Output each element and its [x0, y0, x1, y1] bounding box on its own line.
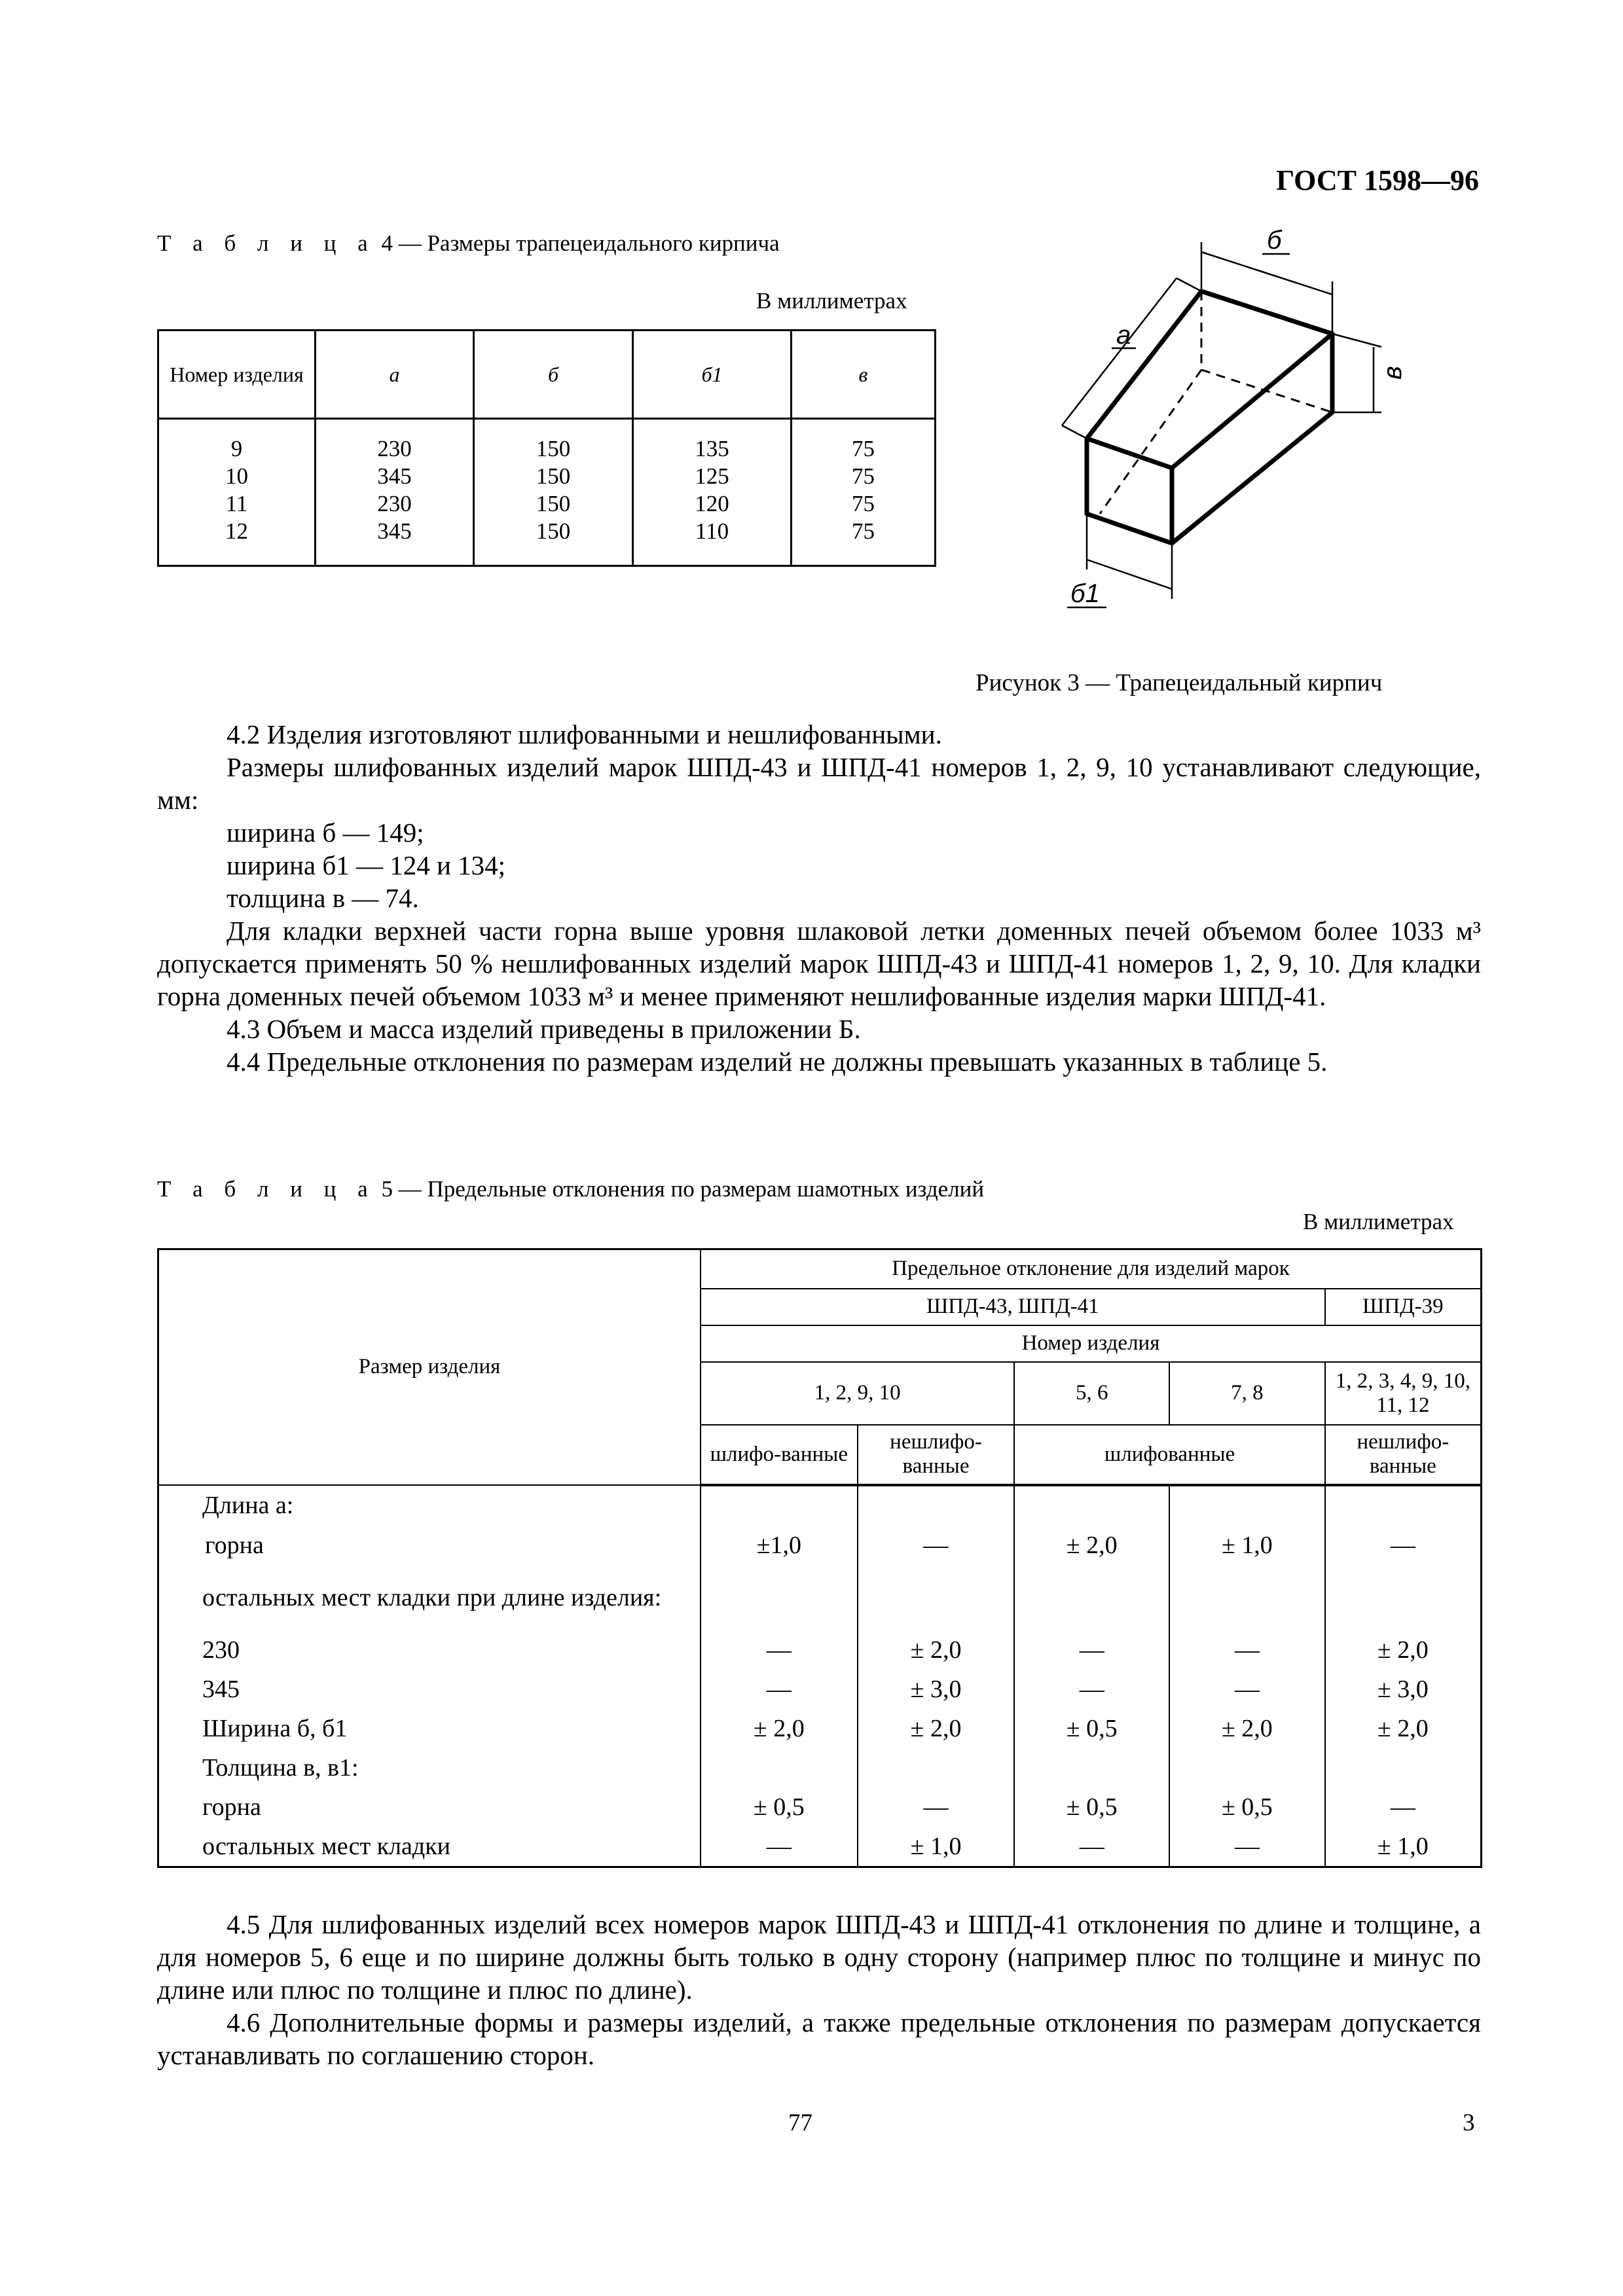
- table-row: [158, 1485, 1482, 1526]
- table-cell: [701, 1748, 858, 1787]
- table-cell: ± 0,5: [1169, 1787, 1325, 1827]
- table-cell: 120: [695, 491, 729, 516]
- table-cell: [1014, 1565, 1169, 1630]
- section-4b-text: [157, 1908, 1481, 2072]
- table-cell: ± 0,5: [701, 1787, 858, 1827]
- page-number-right: 3: [1463, 2109, 1475, 2136]
- table-cell: 75: [852, 463, 875, 489]
- table4-header-number: Номер изделия: [158, 331, 316, 419]
- table-cell: [1325, 1485, 1482, 1526]
- table5-header-brand2: ШПД-39: [1325, 1289, 1482, 1325]
- table-cell: ± 2,0: [1169, 1709, 1325, 1748]
- table-cell: ± 1,0: [1325, 1827, 1482, 1867]
- table-cell: [1014, 1485, 1169, 1526]
- table5-title-text: 5 — Предельные отклонения по размерам шамотных изделий: [381, 1176, 985, 1202]
- table-cell: 150: [536, 463, 571, 489]
- table-row: [158, 1249, 1482, 1289]
- table5-header-n2: 5, 6: [1014, 1362, 1169, 1425]
- table-cell: 75: [852, 518, 875, 544]
- table-cell: —: [1169, 1630, 1325, 1670]
- table5-header-unground: нешлифо-ванные: [858, 1425, 1015, 1485]
- width-b-line: ширина б — 149;: [227, 817, 424, 848]
- table-cell: 345: [377, 463, 412, 489]
- table5-header-n4: 1, 2, 3, 4, 9, 10, 11, 12: [1325, 1362, 1482, 1425]
- table-cell: ± 3,0: [1325, 1670, 1482, 1709]
- table4-title: [157, 230, 780, 257]
- table-row: [158, 1630, 1482, 1670]
- table-cell: —: [701, 1630, 858, 1670]
- table4-col-b1: [633, 419, 792, 566]
- table4-col-b: [474, 419, 633, 566]
- table-cell: ± 1,0: [1169, 1526, 1325, 1565]
- paragraph-4-2: 4.2 Изделия изготовляют шлифованными и нешлифованными.: [227, 719, 942, 749]
- trapezoidal-brick-figure: [1002, 216, 1447, 622]
- thickness-line: толщина в — 74.: [227, 883, 419, 913]
- table5-header-n1: 1, 2, 9, 10: [701, 1362, 1014, 1425]
- table-cell: [1169, 1748, 1325, 1787]
- table-cell: [858, 1748, 1015, 1787]
- table4-unit: В миллиметрах: [756, 288, 907, 314]
- table-cell: 75: [852, 491, 875, 516]
- table-cell: ± 1,0: [858, 1827, 1015, 1867]
- table-cell: 75: [852, 436, 875, 461]
- document-code: ГОСТ 1598—96: [1276, 164, 1479, 196]
- table-cell: 135: [695, 436, 729, 461]
- table-cell: 150: [536, 518, 571, 544]
- table-cell: 9: [230, 436, 243, 461]
- table5-header-unground2: нешлифо-ванные: [1325, 1425, 1482, 1485]
- table-cell: [701, 1565, 858, 1630]
- table-cell: —: [858, 1787, 1015, 1827]
- table-cell: —: [1014, 1630, 1169, 1670]
- section-4-text: [157, 718, 1481, 1078]
- row-label: остальных мест кладки: [158, 1827, 701, 1867]
- table4-header-row: [158, 331, 936, 419]
- table-cell: ± 2,0: [858, 1630, 1015, 1670]
- table-cell: ± 0,5: [1014, 1787, 1169, 1827]
- table-cell: 150: [536, 491, 571, 516]
- table4-title-prefix: Т а б л и ц а: [157, 230, 376, 256]
- label-b1: б1: [1070, 579, 1100, 608]
- table5-header-ground: шлифо-ванные: [701, 1425, 858, 1485]
- table-cell: —: [1169, 1670, 1325, 1709]
- paragraph-sizes: Размеры шлифованных изделий марок ШПД-43 и ШПД-41 номеров 1, 2, 9, 10 устанавливают следующие, мм:: [157, 752, 1481, 815]
- table-cell: ± 2,0: [1014, 1526, 1169, 1565]
- table-cell: 12: [225, 518, 248, 544]
- table-cell: —: [858, 1526, 1015, 1565]
- row-label: Ширина б, б1: [158, 1709, 701, 1748]
- row-label: остальных мест кладки при длине изделия:: [158, 1565, 701, 1630]
- table-cell: [1325, 1565, 1482, 1630]
- table5-header-number: Номер изделия: [701, 1325, 1482, 1362]
- table-cell: —: [1169, 1827, 1325, 1867]
- table4-data-row: [158, 419, 936, 566]
- table4-col-a: [316, 419, 474, 566]
- table-cell: —: [701, 1670, 858, 1709]
- paragraph-masonry: Для кладки верхней части горна выше уровня шлаковой летки доменных печей объемом более 1033 м³ допускается применять 50 % нешлифованных изделий марок ШПД-43 и ШПД-41 номеров 1, 2, 9, 10. Для кладки горна доменных печей объемом 1033 м³ и менее применяют нешлифованные изделия марки ШПД-41.: [157, 916, 1481, 1011]
- table-cell: [1169, 1565, 1325, 1630]
- table-cell: —: [1325, 1787, 1482, 1827]
- dimension-v: [1332, 334, 1381, 412]
- table-cell: 230: [377, 436, 412, 461]
- table4-header-b: б: [474, 331, 633, 419]
- figure3-caption: Рисунок 3 — Трапецеидальный кирпич: [976, 670, 1383, 696]
- table5-title: [157, 1176, 984, 1202]
- table-cell: 230: [377, 491, 412, 516]
- table-row: [158, 1787, 1482, 1827]
- table-row: [158, 1748, 1482, 1787]
- paragraph-4-6: 4.6 Дополнительные формы и размеры изделий, а также предельные отклонения по размерам допускается устанавливать по соглашению сторон.: [157, 2007, 1481, 2070]
- row-label: 345: [158, 1670, 701, 1709]
- table-row: [158, 1526, 1482, 1565]
- table-cell: ± 2,0: [1325, 1709, 1482, 1748]
- table-cell: 11: [225, 491, 248, 516]
- table-row: [158, 1670, 1482, 1709]
- table-cell: —: [1014, 1827, 1169, 1867]
- table-row: [158, 1827, 1482, 1867]
- table-cell: —: [1014, 1670, 1169, 1709]
- width-b1-line: ширина б1 — 124 и 134;: [227, 850, 506, 880]
- row-label: Длина а:: [158, 1485, 701, 1526]
- table-cell: ± 0,5: [1014, 1709, 1169, 1748]
- label-b: б: [1267, 226, 1282, 255]
- dimension-a: [1062, 278, 1201, 439]
- table-row: [158, 1709, 1482, 1748]
- dimension-b: [1201, 242, 1332, 334]
- table4-col-v: [792, 419, 936, 566]
- label-v: в: [1378, 366, 1407, 380]
- table-cell: [1325, 1748, 1482, 1787]
- table-cell: ± 2,0: [858, 1709, 1015, 1748]
- table-cell: ±1,0: [701, 1526, 858, 1565]
- table-cell: 10: [225, 463, 248, 489]
- table4-header-b1: б1: [633, 331, 792, 419]
- table4-header-v: в: [792, 331, 936, 419]
- table-row: [158, 1565, 1482, 1630]
- table5: [157, 1248, 1482, 1868]
- row-label: горна: [158, 1787, 701, 1827]
- table-cell: [858, 1565, 1015, 1630]
- table-cell: —: [701, 1827, 858, 1867]
- table-cell: ± 3,0: [858, 1670, 1015, 1709]
- table5-header-brand1: ШПД-43, ШПД-41: [701, 1289, 1325, 1325]
- table-cell: [1169, 1485, 1325, 1526]
- row-label: Толщина в, в1:: [158, 1748, 701, 1787]
- table-cell: [701, 1485, 858, 1526]
- table4: [157, 329, 936, 567]
- table-cell: [858, 1485, 1015, 1526]
- table4-col-number: [158, 419, 316, 566]
- table-cell: 150: [536, 436, 571, 461]
- table-cell: 125: [695, 463, 729, 489]
- table5-title-prefix: Т а б л и ц а: [157, 1176, 376, 1202]
- table5-header-size: Размер изделия: [158, 1249, 701, 1485]
- table5-header-limit: Предельное отклонение для изделий марок: [701, 1249, 1482, 1289]
- table-cell: 110: [695, 518, 729, 544]
- table-cell: —: [1325, 1526, 1482, 1565]
- paragraph-4-3: 4.3 Объем и масса изделий приведены в приложении Б.: [227, 1014, 861, 1044]
- row-label: горна: [158, 1526, 701, 1565]
- table-cell: ± 2,0: [1325, 1630, 1482, 1670]
- table5-header-ground-all: шлифованные: [1014, 1425, 1324, 1485]
- table5-unit: В миллиметрах: [1303, 1209, 1454, 1234]
- label-a: а: [1116, 321, 1131, 350]
- paragraph-4-4: 4.4 Предельные отклонения по размерам изделий не должны превышать указанных в таблице 5.: [227, 1047, 1328, 1077]
- table-cell: 345: [377, 518, 412, 544]
- table4-title-text: 4 — Размеры трапецеидального кирпича: [381, 230, 780, 256]
- paragraph-4-5: 4.5 Для шлифованных изделий всех номеров марок ШПД-43 и ШПД-41 отклонения по длине и толщине, а для номеров 5, 6 еще и по ширине должны быть только в одну сторону (например плюс по толщине и минус по длине или плюс по толщине и плюс по длине).: [157, 1909, 1481, 2005]
- table-cell: [1014, 1748, 1169, 1787]
- row-label: 230: [158, 1630, 701, 1670]
- page-number-center: 77: [788, 2109, 812, 2136]
- table4-header-a: а: [316, 331, 474, 419]
- table5-header-n3: 7, 8: [1169, 1362, 1325, 1425]
- table-cell: ± 2,0: [701, 1709, 858, 1748]
